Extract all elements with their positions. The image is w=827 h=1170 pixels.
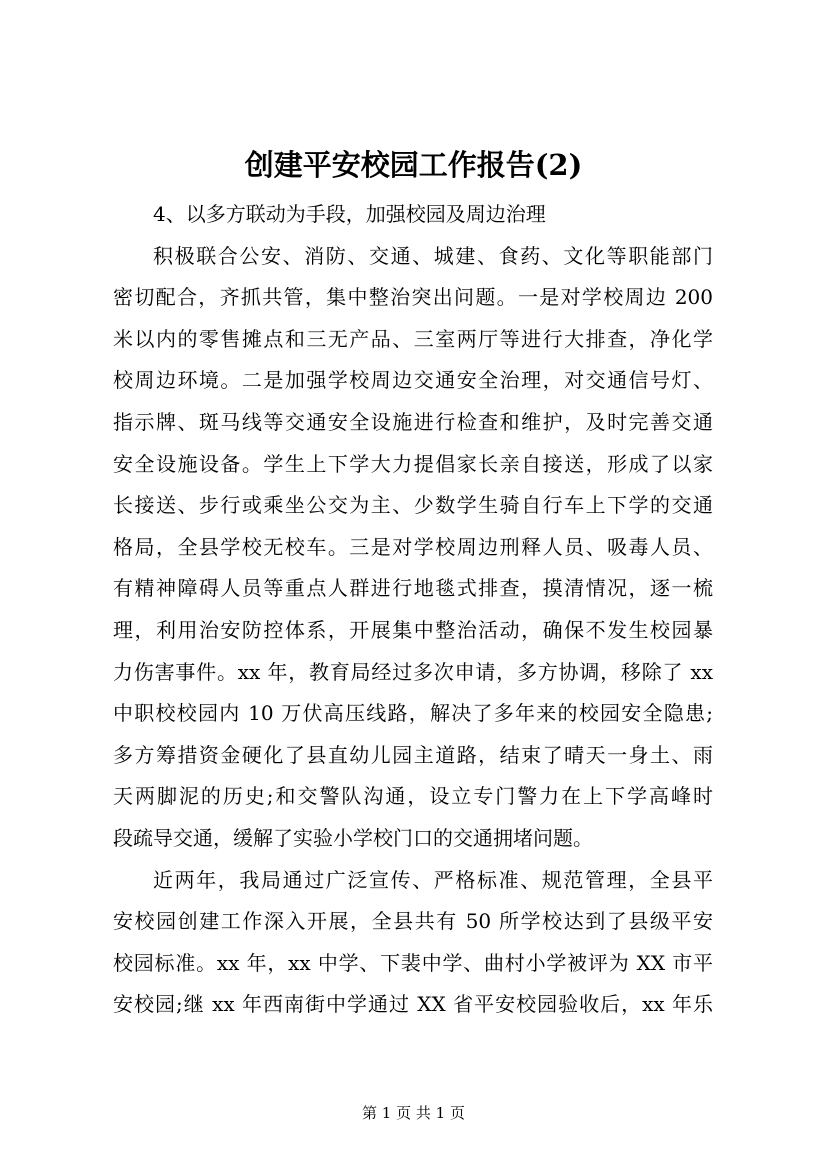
text-line: 积极联合公安、消防、交通、城建、食药、文化等职能部门 — [153, 243, 713, 268]
text-line: 段疏导交通，缓解了实验小学校门口的交通拥堵问题。 — [113, 825, 593, 850]
text-line: 天两脚泥的历史;和交警队沟通，设立专门警力在上下学高峰时 — [113, 784, 713, 809]
text-line: 密切配合，齐抓共管，集中整治突出问题。一是对学校周边 200 — [113, 285, 713, 310]
page-footer: 第 1 页 共 1 页 — [362, 1104, 465, 1122]
text-line: 安校园创建工作深入开展，全县共有 50 所学校达到了县级平安 — [113, 909, 713, 934]
text-line: 多方筹措资金硬化了县直幼儿园主道路，结束了晴天一身土、雨 — [113, 742, 713, 767]
paragraph-2 — [113, 860, 713, 1026]
paragraph-1 — [113, 236, 713, 860]
text-line: 指示牌、斑马线等交通安全设施进行检查和维护，及时完善交通 — [113, 409, 713, 434]
text-line: 安校园;继 xx 年西南街中学通过 XX 省平安校园验收后，xx 年乐 — [113, 992, 713, 1017]
text-line: 有精神障碍人员等重点人群进行地毯式排查，摸清情况，逐一梳 — [113, 576, 713, 601]
document-body — [113, 194, 713, 1026]
text-line: 近两年，我局通过广泛宣传、严格标准、规范管理，全县平 — [153, 867, 713, 892]
text-line: 长接送、步行或乘坐公交为主、少数学生骑自行车上下学的交通 — [113, 493, 713, 518]
text-line: 米以内的零售摊点和三无产品、三室两厅等进行大排查，净化学 — [113, 326, 713, 351]
text-line: 校周边环境。二是加强学校周边交通安全治理，对交通信号灯、 — [113, 368, 713, 393]
text-line: 中职校校园内 10 万伏高压线路，解决了多年来的校园安全隐患; — [113, 701, 713, 726]
section-heading: 4、以多方联动为手段，加强校园及周边治理 — [153, 202, 546, 226]
document-title: 创建平安校园工作报告(2) — [244, 148, 583, 182]
text-line: 理，利用治安防控体系，开展集中整治活动，确保不发生校园暴 — [113, 617, 713, 642]
text-line: 格局，全县学校无校车。三是对学校周边刑释人员、吸毒人员、 — [113, 534, 713, 559]
text-line: 安全设施设备。学生上下学大力提倡家长亲自接送，形成了以家 — [113, 451, 713, 476]
text-line: 校园标准。xx 年，xx 中学、下裴中学、曲村小学被评为 XX 市平 — [113, 950, 713, 975]
text-line: 力伤害事件。xx 年，教育局经过多次申请，多方协调，移除了 xx — [113, 659, 713, 684]
